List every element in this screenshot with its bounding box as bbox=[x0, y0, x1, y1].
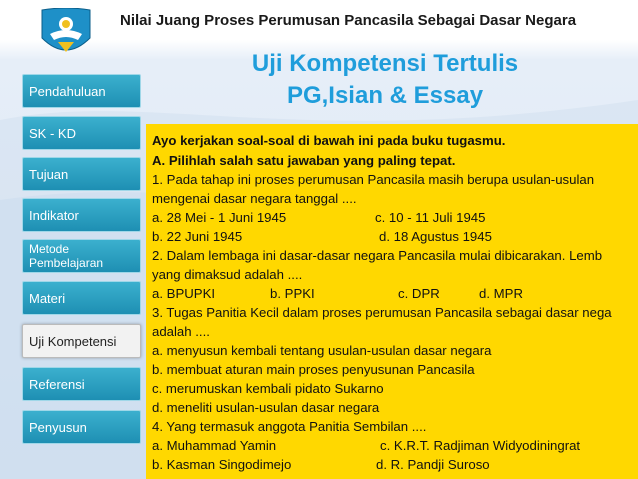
sidebar-item-metode-pembelajaran[interactable] bbox=[22, 239, 141, 273]
sidebar-item-sk-kd[interactable] bbox=[22, 116, 141, 150]
sidebar-item-label: Penyusun bbox=[29, 419, 87, 435]
header-title: Nilai Juang Proses Perumusan Pancasila Sebagai Dasar Negara bbox=[120, 12, 577, 29]
q4-option-a: a. Muhammad Yamin bbox=[152, 438, 277, 453]
sidebar-item-label: Materi bbox=[29, 290, 66, 306]
sidebar-item-materi[interactable] bbox=[22, 281, 141, 315]
q1-option-b: b. 22 Juni 1945 bbox=[152, 229, 243, 244]
question-1-text-cont: mengenai dasar negara tanggal .... bbox=[152, 191, 357, 206]
sidebar-item-label: Uji Kompetensi bbox=[29, 333, 117, 349]
main-title-line1: Uji Kompetensi Tertulis bbox=[251, 50, 519, 77]
q1-option-c: c. 10 - 11 Juli 1945 bbox=[375, 210, 486, 225]
q3-option-d: d. meneliti usulan-usulan dasar negara bbox=[152, 400, 380, 415]
q2-option-c: c. DPR bbox=[398, 286, 440, 301]
main-title-line2: PG,Isian & Essay bbox=[286, 82, 484, 109]
q1-option-d: d. 18 Agustus 1945 bbox=[379, 229, 492, 244]
sidebar-item-label: Referensi bbox=[29, 376, 85, 392]
question-2-text-cont: yang dimaksud adalah .... bbox=[152, 267, 303, 282]
sidebar-item-label-line2: Pembelajaran bbox=[29, 256, 104, 270]
q4-option-b: b. Kasman Singodimejo bbox=[152, 457, 292, 472]
question-1-text: 1. Pada tahap ini proses perumusan Pancasila masih berupa usulan-usulan bbox=[152, 172, 595, 187]
q3-option-b: b. membuat aturan main proses penyusunan Pancasila bbox=[152, 362, 475, 377]
q1-option-a: a. 28 Mei - 1 Juni 1945 bbox=[152, 210, 287, 225]
sidebar-item-pendahuluan[interactable] bbox=[22, 74, 141, 108]
q4-option-d: d. R. Pandji Suroso bbox=[376, 457, 490, 472]
q3-option-a: a. menyusun kembali tentang usulan-usulan dasar negara bbox=[152, 343, 492, 358]
sidebar-item-label: Tujuan bbox=[29, 166, 69, 182]
quiz-content-panel bbox=[146, 124, 638, 479]
main-title bbox=[150, 48, 620, 112]
question-2-text: 2. Dalam lembaga ini dasar-dasar negara Pancasila mulai dibicarakan. Lemb bbox=[152, 248, 603, 263]
tut-wuri-handayani-logo bbox=[38, 8, 94, 60]
sidebar-item-label: Indikator bbox=[29, 207, 79, 223]
sidebar-item-label-line1: Metode bbox=[29, 242, 70, 256]
sidebar-item-indikator[interactable] bbox=[22, 198, 141, 232]
sidebar-item-referensi[interactable] bbox=[22, 367, 141, 401]
intro-text: Ayo kerjakan soal-soal di bawah ini pada buku tugasmu. bbox=[152, 133, 506, 148]
q3-option-c: c. merumuskan kembali pidato Sukarno bbox=[152, 381, 384, 396]
sidebar-item-label: SK - KD bbox=[29, 125, 76, 141]
sidebar-item-tujuan[interactable] bbox=[22, 157, 141, 191]
q2-option-d: d. MPR bbox=[479, 286, 523, 301]
section-a-heading: A. Pilihlah salah satu jawaban yang paling tepat. bbox=[152, 153, 456, 168]
q4-option-c: c. K.R.T. Radjiman Widyodiningrat bbox=[380, 438, 581, 453]
sidebar-item-penyusun[interactable] bbox=[22, 410, 141, 444]
question-4-text: 4. Yang termasuk anggota Panitia Sembilan .... bbox=[152, 419, 427, 434]
q2-option-b: b. PPKI bbox=[270, 286, 315, 301]
q2-option-a: a. BPUPKI bbox=[152, 286, 216, 301]
question-3-text-cont: adalah .... bbox=[152, 324, 210, 339]
sidebar-item-label: Pendahuluan bbox=[29, 83, 106, 99]
sidebar-item-uji-kompetensi[interactable] bbox=[22, 324, 141, 358]
question-3-text: 3. Tugas Panitia Kecil dalam proses perumusan Pancasila sebagai dasar nega bbox=[152, 305, 612, 320]
